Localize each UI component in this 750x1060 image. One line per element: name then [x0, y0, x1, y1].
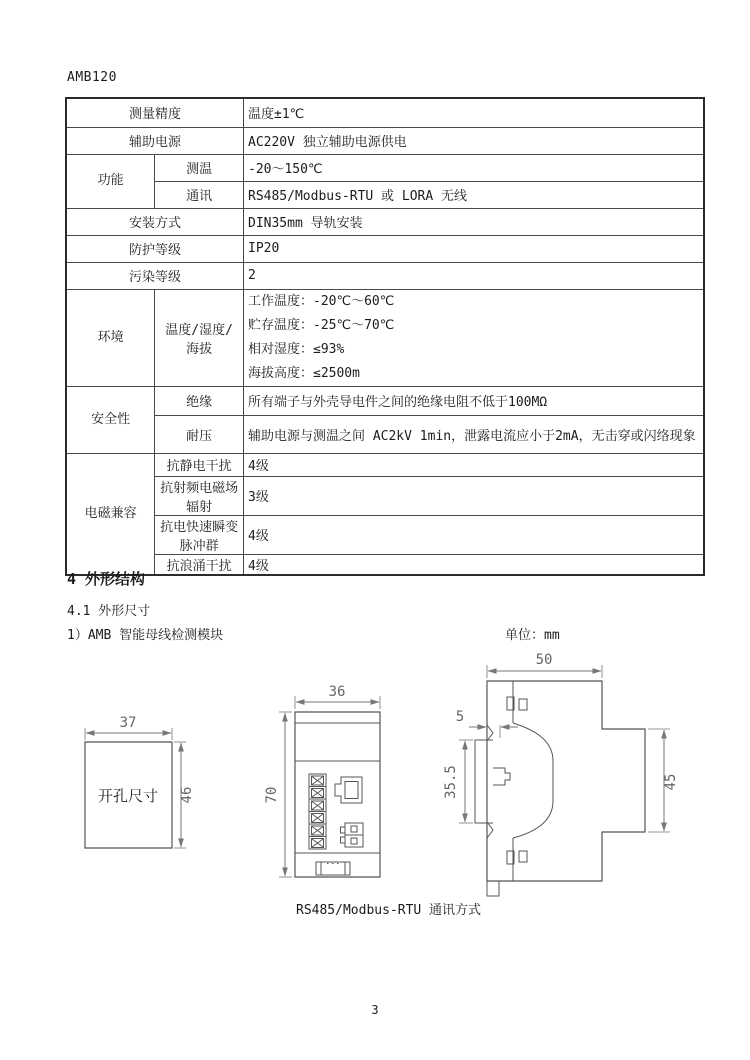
unit-label: 单位：mm [505, 628, 560, 643]
side-view-drawing [443, 652, 679, 896]
din-rail-bracket [475, 725, 510, 838]
spec-value: 辅助电源与测温之间 AC2kV 1min，泄露电流应小于2mA，无击穿或闪络现象 [244, 415, 705, 453]
model-title: AMB120 [67, 70, 117, 85]
table-row [66, 476, 704, 515]
table-row [66, 181, 704, 208]
table-row [66, 515, 704, 554]
square-connector [335, 777, 362, 803]
figure-item-label: 1）AMB 智能母线检测模块 [67, 628, 224, 643]
section-heading: 4 外形结构 [67, 570, 146, 588]
side-width-dim: 50 [535, 652, 553, 668]
front-view-drawing [264, 684, 380, 877]
spec-label: 抗射频电磁场辐射 [155, 476, 244, 515]
spec-value-line: 相对湿度：≤93% [248, 341, 345, 357]
spec-group: 电磁兼容 [66, 453, 155, 575]
spec-label: 温度/湿度/海拔 [155, 289, 244, 386]
table-row [66, 127, 704, 154]
table-row [66, 289, 704, 386]
spec-value: 2 [244, 262, 705, 289]
cutout-width-dim: 37 [119, 715, 137, 731]
cutout-drawing [85, 715, 195, 848]
spec-value-line: 海拔高度：≤2500m [248, 365, 360, 381]
table-row [66, 262, 704, 289]
bottom-connector [316, 862, 350, 875]
table-row [66, 415, 704, 453]
spec-label: 抗静电干扰 [155, 453, 244, 476]
front-width-dim: 36 [328, 684, 346, 700]
spec-label: 安装方式 [66, 208, 244, 235]
dimension-drawings [60, 645, 720, 905]
spec-label: 通讯 [155, 181, 244, 208]
spec-value: IP20 [244, 235, 705, 262]
cutout-label: 开孔尺寸 [97, 787, 159, 805]
spec-value: 3级 [244, 476, 705, 515]
spec-value: 4级 [244, 554, 705, 575]
cutout-height-dim: 46 [179, 786, 195, 804]
figure-caption: RS485/Modbus-RTU 通讯方式 [296, 903, 482, 918]
table-row [66, 154, 704, 181]
spec-label: 污染等级 [66, 262, 244, 289]
small-connector [341, 823, 364, 847]
spec-value: AC220V 独立辅助电源供电 [244, 127, 705, 154]
table-row [66, 98, 704, 127]
spec-value: RS485/Modbus-RTU 或 LORA 无线 [244, 181, 705, 208]
section-subheading: 4.1 外形尺寸 [67, 604, 151, 619]
table-row [66, 208, 704, 235]
table-row [66, 453, 704, 476]
spec-value: 所有端子与外壳导电件之间的绝缘电阻不低于100MΩ [244, 386, 705, 415]
spec-value: DIN35mm 导轨安装 [244, 208, 705, 235]
terminal-block [309, 774, 326, 849]
spec-label: 耐压 [155, 415, 244, 453]
spec-value-line: 贮存温度：-25℃～70℃ [248, 317, 395, 333]
spec-label: 测温 [155, 154, 244, 181]
spec-label: 辅助电源 [66, 127, 244, 154]
spec-label: 防护等级 [66, 235, 244, 262]
spec-label: 抗电快速瞬变脉冲群 [155, 515, 244, 554]
spec-value: 4级 [244, 453, 705, 476]
table-row [66, 386, 704, 415]
table-row [66, 235, 704, 262]
spec-label: 绝缘 [155, 386, 244, 415]
spec-value: 4级 [244, 515, 705, 554]
spec-group: 功能 [66, 154, 155, 208]
side-body-dim: 45 [663, 773, 679, 791]
side-rail-dim: 35.5 [443, 765, 459, 799]
spec-label: 测量精度 [66, 98, 244, 127]
table-row [66, 554, 704, 575]
spec-value: 温度±1℃ [244, 98, 705, 127]
spec-group: 安全性 [66, 386, 155, 453]
spec-value-line: 工作温度：-20℃～60℃ [248, 293, 395, 309]
spec-table [65, 97, 705, 576]
side-plate-dim: 5 [455, 709, 465, 725]
front-height-dim: 70 [264, 786, 280, 804]
spec-value: -20～150℃ [244, 154, 705, 181]
spec-value [244, 289, 705, 386]
spec-group: 环境 [66, 289, 155, 386]
page-number: 3 [371, 1003, 379, 1017]
spec-label: 抗浪涌干扰 [155, 554, 244, 575]
